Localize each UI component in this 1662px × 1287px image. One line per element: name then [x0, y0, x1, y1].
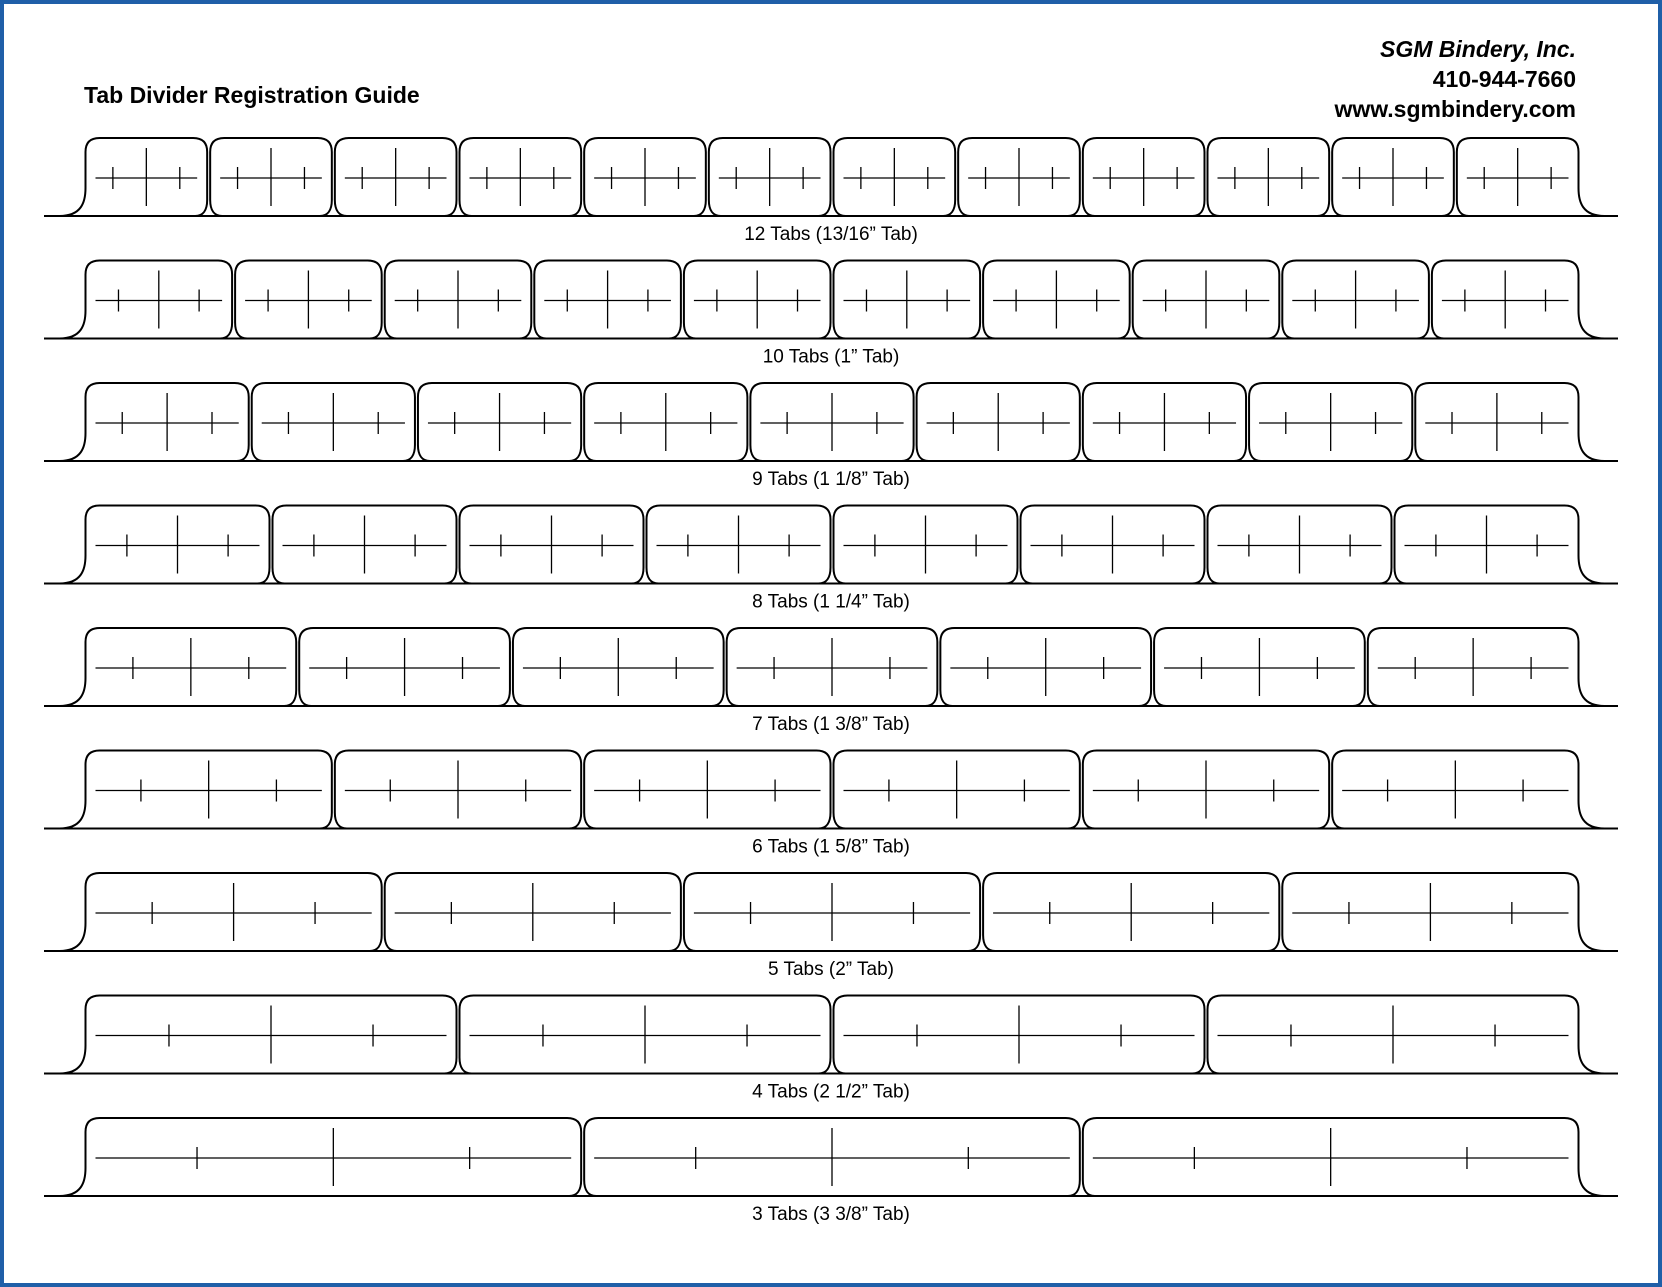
tab-outline [60, 996, 457, 1074]
tab-row [44, 996, 1618, 1103]
tab-outline [1457, 138, 1605, 216]
tab-outline [1415, 383, 1604, 461]
row-label: 8 Tabs (1 1/4” Tab) [752, 591, 910, 613]
row-label: 6 Tabs (1 5/8” Tab) [752, 836, 910, 858]
tab-outline [1368, 628, 1605, 706]
row-label: 10 Tabs (1” Tab) [762, 346, 900, 368]
row-label: 3 Tabs (3 3/8” Tab) [752, 1204, 910, 1225]
tab-outline [1332, 751, 1604, 829]
tab-outline [60, 628, 297, 706]
tab-row [44, 261, 1618, 368]
tab-outline [1208, 996, 1605, 1074]
row-label: 9 Tabs (1 1/8” Tab) [752, 469, 910, 490]
tab-outline [1083, 1118, 1605, 1196]
tab-outline [1395, 506, 1605, 584]
row-label: 7 Tabs (1 3/8” Tab) [752, 714, 910, 735]
row-label: 4 Tabs (2 1/2” Tab) [752, 1081, 910, 1103]
company-name: SGM Bindery, Inc. [1380, 36, 1576, 62]
tab-row [44, 1118, 1618, 1225]
tab-outline [1432, 261, 1605, 339]
tab-outline [60, 873, 382, 951]
company-phone: 410-944-7660 [1432, 66, 1576, 92]
tab-outline [60, 383, 249, 461]
page-title: Tab Divider Registration Guide [84, 82, 420, 108]
tab-row [44, 383, 1618, 490]
tab-row [44, 628, 1618, 735]
tab-outline [60, 506, 270, 584]
tab-row [44, 138, 1618, 245]
tab-outline [60, 261, 233, 339]
company-website: www.sgmbindery.com [1334, 96, 1576, 122]
tab-outline [60, 1118, 582, 1196]
tab-row [44, 506, 1618, 613]
tab-outline [60, 751, 332, 829]
row-label: 12 Tabs (13/16” Tab) [744, 224, 918, 245]
tab-outline [60, 138, 208, 216]
tab-row [44, 751, 1618, 858]
tab-outline [1282, 873, 1604, 951]
tab-row [44, 873, 1618, 980]
row-label: 5 Tabs (2” Tab) [767, 959, 895, 980]
